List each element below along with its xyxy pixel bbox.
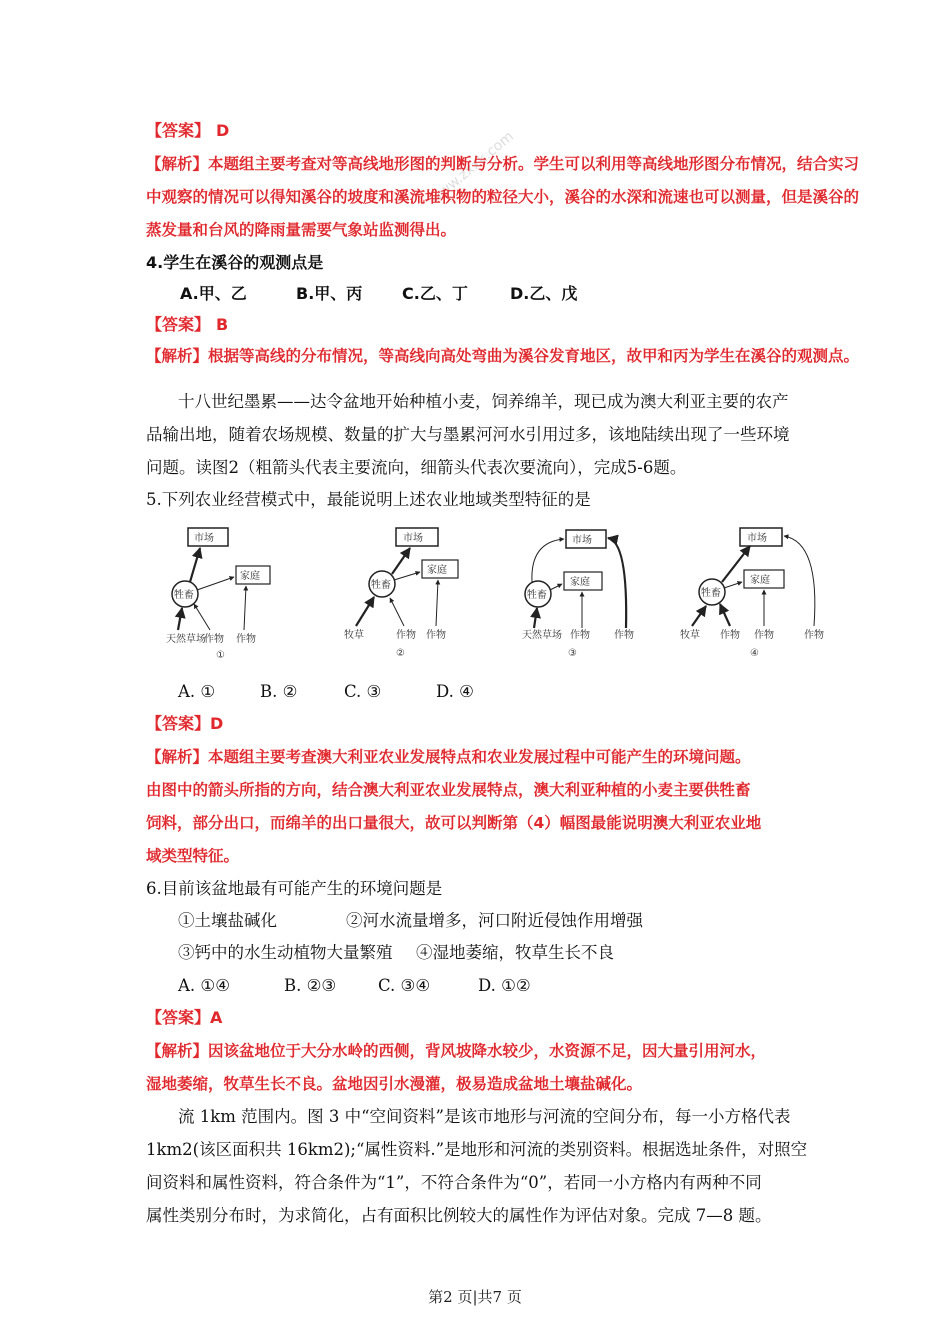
- q4-options: [180, 283, 680, 305]
- passage2-line-1: 流 1km 范围内。图 3 中“空间资料”是该市地形与河流的空间分布，每一小方格代表: [178, 1107, 791, 1126]
- q4-option-b: B.甲、丙: [296, 284, 363, 303]
- livestock-label: 牲畜: [701, 588, 721, 599]
- diagram-number: ③: [568, 648, 577, 659]
- q4-option-a: A.甲、乙: [180, 284, 247, 303]
- input-2: 作物: [204, 634, 224, 645]
- q4-analysis: 【解析】根据等高线的分布情况，等高线向高处弯曲为溪谷发育地区，故甲和丙为学生在溪谷的观测点。: [146, 347, 860, 365]
- q6-option-a: A. ①④: [178, 976, 230, 995]
- q6-question: 6.目前该盆地最有可能产生的环境问题是: [146, 879, 443, 898]
- input-3: 作物: [754, 630, 774, 641]
- diagram-2: [344, 528, 458, 659]
- answer-tag: 【答案】: [146, 121, 211, 140]
- q5-option-b: B. ②: [260, 682, 298, 701]
- market-label: 市场: [747, 533, 767, 544]
- diagram-3: [522, 530, 634, 659]
- q4-question: 4.学生在溪谷的观测点是: [146, 253, 324, 272]
- family-label: 家庭: [750, 575, 770, 586]
- diagram-4: [680, 528, 824, 659]
- input-1: 天然草场: [522, 630, 562, 641]
- family-label: 家庭: [427, 565, 447, 576]
- answer-value: D: [216, 121, 230, 140]
- q3-analysis-line-3: 蒸发量和台风的降雨量需要气象站监测得出。: [146, 221, 457, 239]
- diagram-1: [166, 528, 270, 661]
- q5-analysis-line-4: 域类型特征。: [146, 847, 240, 865]
- passage-line-3: 问题。读图2（粗箭头代表主要流向，细箭头代表次要流向），完成5-6题。: [146, 458, 687, 477]
- answer-tag: 【答案】: [146, 714, 211, 733]
- q6-option-d: D. ①②: [478, 976, 531, 995]
- input-3: 作物: [614, 630, 634, 641]
- q5-option-c: C. ③: [344, 682, 382, 701]
- answer-tag: 【答案】: [146, 315, 211, 334]
- input-1: 天然草场: [166, 634, 206, 645]
- market-label: 市场: [572, 535, 592, 546]
- diagram-number: ①: [216, 650, 225, 661]
- family-label: 家庭: [240, 571, 260, 582]
- livestock-label: 牲畜: [174, 590, 194, 601]
- q5-option-a: A. ①: [178, 682, 216, 701]
- answer-value: D: [210, 714, 224, 733]
- q5-question: 5.下列农业经营模式中，最能说明上述农业地域类型特征的是: [146, 490, 591, 509]
- q6-option-b: B. ②③: [284, 976, 337, 995]
- q5-analysis-line-2: 由图中的箭头所指的方向，结合澳大利亚农业发展特点，澳大利亚种植的小麦主要供牲畜: [146, 781, 751, 799]
- agriculture-model-diagrams: [160, 522, 860, 667]
- q4-option-d: D.乙、戊: [510, 284, 578, 303]
- q4-answer-line: [146, 314, 228, 336]
- q6-option-c: C. ③④: [378, 976, 431, 995]
- q6-answer-line: [146, 1007, 222, 1029]
- market-label: 市场: [194, 533, 214, 544]
- q6-item-1: ①土壤盐碱化: [178, 911, 277, 930]
- q6-items-row-1: [178, 910, 778, 932]
- q5-analysis-line-3: 饲料，部分出口，而绵羊的出口量很大，故可以判断第（4）幅图最能说明澳大利亚农业地: [146, 814, 762, 832]
- input-1: 牧草: [344, 630, 364, 641]
- input-3: 作物: [426, 630, 446, 641]
- input-3: 作物: [236, 634, 256, 645]
- q6-items-row-2: [178, 942, 778, 964]
- input-2: 作物: [396, 630, 416, 641]
- q3-answer-line: [146, 120, 229, 142]
- page-footer: 第2 页|共7 页: [428, 1288, 522, 1306]
- passage2-line-2: 1km2(该区面积共 16km2);“属性资料.”是地形和河流的类别资料。根据选址条件，对照空: [146, 1140, 808, 1159]
- diagram-number: ④: [750, 648, 759, 659]
- input-4: 作物: [804, 630, 824, 641]
- diagram-number: ②: [396, 648, 405, 659]
- passage-line-1: 十八世纪墨累——达令盆地开始种植小麦，饲养绵羊，现已成为澳大利亚主要的农产: [178, 392, 789, 411]
- passage-line-2: 品输出地，随着农场规模、数量的扩大与墨累河河水引用过多，该地陆续出现了一些环境: [146, 425, 790, 444]
- watermark: www.zxxk.com: [427, 128, 517, 208]
- passage2-line-4: 属性类别分布时，为求简化，占有面积比例较大的属性作为评估对象。完成 7—8 题。: [146, 1206, 772, 1225]
- q5-option-d: D. ④: [436, 682, 474, 701]
- q5-answer-line: [146, 713, 223, 735]
- q6-item-3: ③钙中的水生动植物大量繁殖: [178, 943, 393, 962]
- q3-analysis-line-2: 中观察的情况可以得知溪谷的坡度和溪流堆积物的粒径大小，溪谷的水深和流速也可以测量，但是溪谷的: [146, 188, 860, 206]
- q3-analysis-line-1: 【解析】本题组主要考查对等高线地形图的判断与分析。学生可以利用等高线地形图分布情况，结合实习: [146, 155, 860, 173]
- q6-analysis-line-2: 湿地萎缩，牧草生长不良。盆地因引水漫灌，极易造成盆地土壤盐碱化。: [146, 1075, 643, 1093]
- livestock-label: 牲畜: [527, 590, 547, 601]
- answer-value: A: [210, 1008, 223, 1027]
- q6-options: [178, 975, 678, 997]
- passage2-line-3: 间资料和属性资料，符合条件为“1”，不符合条件为“0”，若同一小方格内有两种不同: [146, 1173, 762, 1192]
- q4-option-c: C.乙、丁: [402, 284, 468, 303]
- answer-value: B: [216, 315, 229, 334]
- diagrams-svg: [160, 522, 860, 667]
- market-label: 市场: [403, 533, 423, 544]
- family-label: 家庭: [570, 577, 590, 588]
- q6-analysis-line-1: 【解析】因该盆地位于大分水岭的西侧，背风坡降水较少，水资源不足，因大量引用河水，: [146, 1042, 767, 1060]
- q5-options: [178, 681, 578, 703]
- q6-item-2: ②河水流量增多，河口附近侵蚀作用增强: [346, 911, 643, 930]
- q5-analysis-line-1: 【解析】本题组主要考查澳大利亚农业发展特点和农业发展过程中可能产生的环境问题。: [146, 748, 751, 766]
- answer-tag: 【答案】: [146, 1008, 211, 1027]
- input-1: 牧草: [680, 630, 700, 641]
- input-2: 作物: [570, 630, 590, 641]
- q6-item-4: ④湿地萎缩，牧草生长不良: [416, 943, 614, 962]
- input-2: 作物: [720, 630, 740, 641]
- livestock-label: 牲畜: [371, 580, 391, 591]
